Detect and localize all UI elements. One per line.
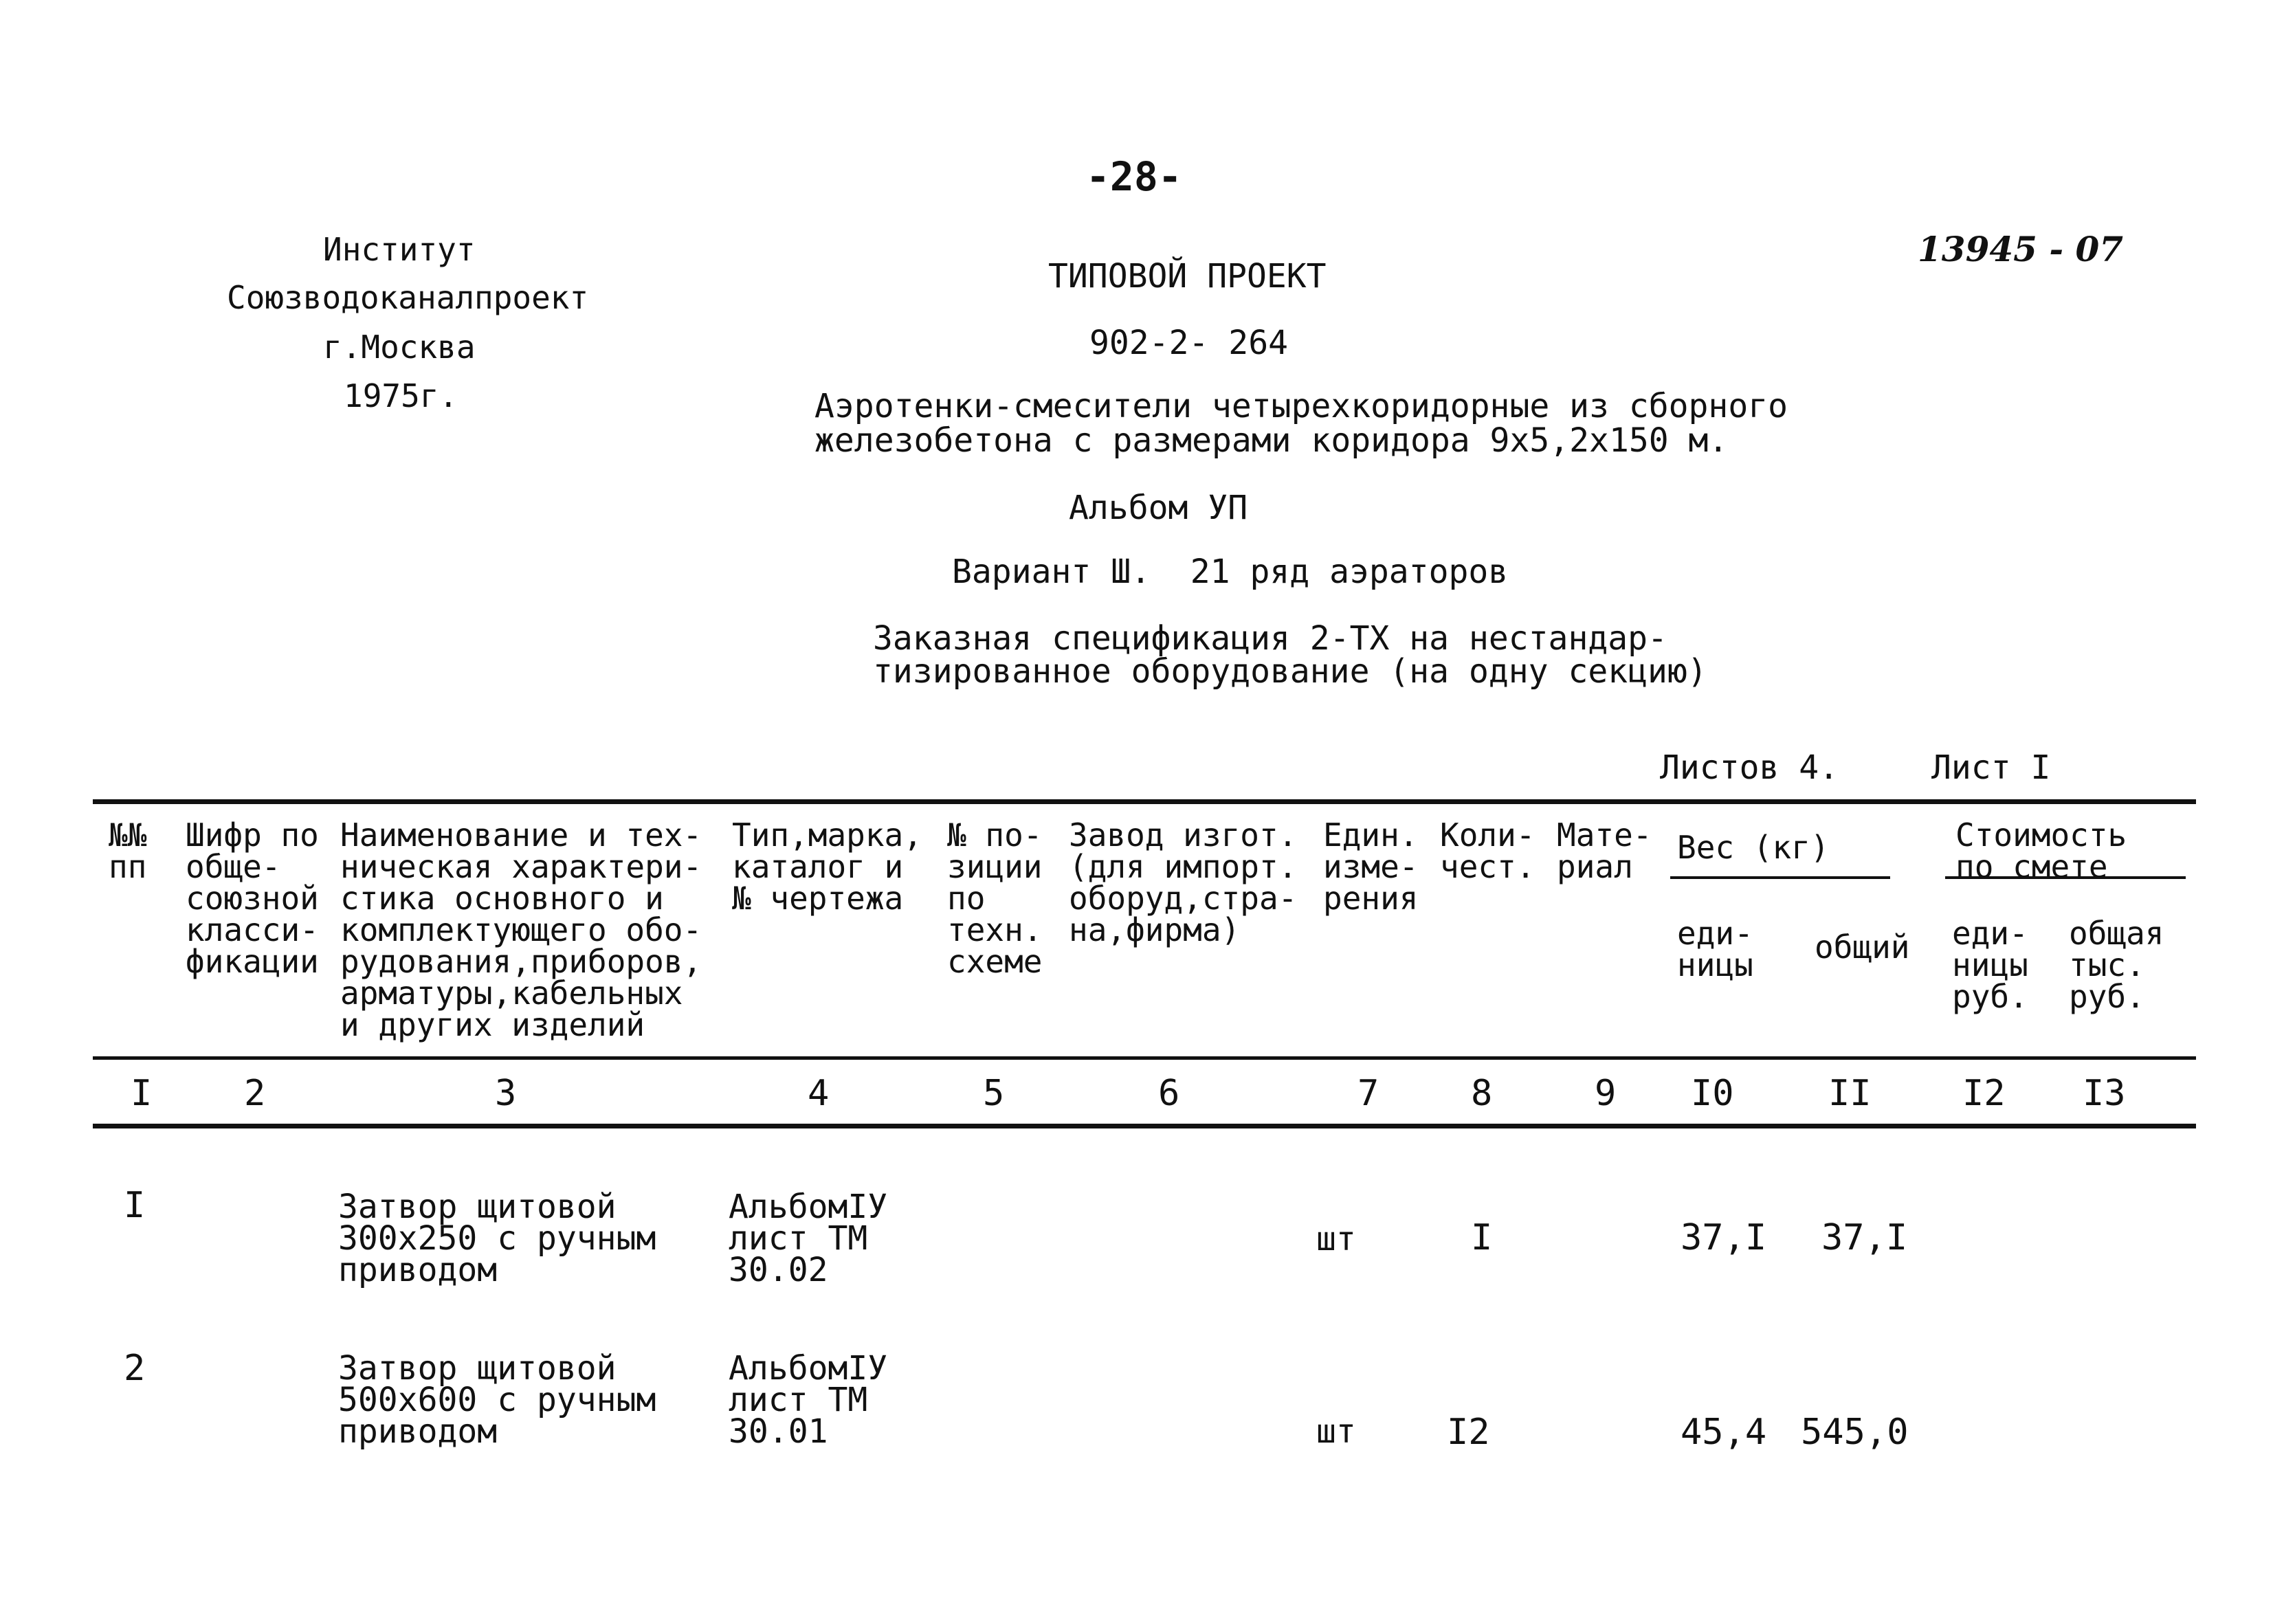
- item-quantity: I2: [1447, 1412, 1490, 1453]
- column-number: 4: [808, 1073, 830, 1114]
- row-number: I: [124, 1185, 146, 1226]
- column-number: 7: [1357, 1073, 1379, 1114]
- row-number: 2: [124, 1348, 146, 1389]
- column-number: I2: [1962, 1073, 2006, 1114]
- item-type: АльбомIУ лист ТМ 30.02: [729, 1188, 888, 1289]
- header-unit: Един. изме- рения: [1323, 816, 1419, 917]
- weight-group-rule: [1670, 876, 1890, 879]
- item-unit: шт: [1316, 1412, 1356, 1451]
- sheets-total: Листов 4.: [1660, 748, 1839, 787]
- column-number: II: [1828, 1073, 1872, 1114]
- item-weight-unit: 45,4: [1681, 1412, 1767, 1453]
- header-position: № по- зиции по техн. схеме: [947, 816, 1043, 980]
- table-top-rule: [93, 799, 2196, 804]
- header-material: Мате- риал: [1557, 816, 1652, 885]
- institute-year: 1975г.: [344, 377, 458, 414]
- item-type: АльбомIУ лист ТМ 30.01: [729, 1349, 888, 1451]
- project-title-line2: железобетона с размерами коридора 9х5,2х150 м.: [814, 421, 1729, 460]
- variant-label: Вариант Ш. 21 ряд аэраторов: [952, 553, 1509, 591]
- header-row-number: №№ пп: [109, 816, 147, 885]
- header-classification-code: Шифр по обще- союзной класси- фикации: [186, 816, 319, 980]
- item-unit: шт: [1316, 1220, 1356, 1258]
- spec-title-line2: тизированное оборудование (на одну секцию): [873, 652, 1707, 691]
- column-number: I0: [1691, 1073, 1734, 1114]
- header-manufacturer: Завод изгот. (для импорт. оборуд,стра- на,фирма): [1069, 816, 1298, 948]
- item-weight-total: 545,0: [1801, 1412, 1909, 1453]
- project-number: 902-2- 264: [1089, 324, 1288, 362]
- header-weight-unit: еди- ницы: [1677, 915, 1753, 983]
- column-number: I3: [2083, 1073, 2126, 1114]
- institute-line: Институт: [323, 231, 476, 268]
- col-numbers-bottom-rule: [93, 1124, 2196, 1128]
- institute-name: Союзводоканалпроект: [227, 279, 589, 316]
- column-number: 6: [1158, 1073, 1180, 1114]
- column-number: 5: [983, 1073, 1005, 1114]
- spec-title-line1: Заказная спецификация 2-ТХ на нестандар-: [873, 619, 1667, 658]
- page-number: -28-: [1086, 153, 1182, 200]
- header-weight-total: общий: [1815, 928, 1910, 966]
- header-item-name: Наименование и тех- ническая характери- стика основного и комплектующего обо- рудования,приборов, арматуры,кабельных и других изделий: [340, 816, 702, 1043]
- item-weight-total: 37,I: [1821, 1217, 1908, 1258]
- column-number: 8: [1471, 1073, 1493, 1114]
- project-title-line1: Аэротенки-смесители четырехкоридорные из сборного: [814, 387, 1788, 425]
- album-label: Альбом УП: [1069, 489, 1248, 527]
- header-type-mark: Тип,марка, каталог и № чертежа: [732, 816, 922, 917]
- item-weight-unit: 37,I: [1681, 1217, 1767, 1258]
- column-number: 9: [1595, 1073, 1617, 1114]
- institute-city: г.Москва: [323, 329, 476, 366]
- column-number: I: [131, 1073, 153, 1114]
- item-quantity: I: [1471, 1217, 1493, 1258]
- column-number: 3: [495, 1073, 517, 1114]
- column-number: 2: [244, 1073, 266, 1114]
- header-cost-unit: еди- ницы руб.: [1952, 915, 2028, 1015]
- item-name: Затвор щитовой 300х250 с ручным приводом: [338, 1188, 656, 1289]
- header-cost: Стоимость по смете: [1955, 816, 2127, 885]
- header-bottom-rule: [93, 1056, 2196, 1060]
- project-type: ТИПОВОЙ ПРОЕКТ: [1048, 257, 1327, 296]
- header-cost-total: общая тыс. руб.: [2069, 915, 2164, 1015]
- sheet-current: Лист I: [1931, 748, 2051, 787]
- handwritten-document-code: 13945 - 07: [1918, 229, 2124, 269]
- header-weight: Вес (кг): [1677, 829, 1830, 866]
- header-quantity: Коли- чест.: [1440, 816, 1535, 885]
- item-name: Затвор щитовой 500х600 с ручным приводом: [338, 1349, 656, 1451]
